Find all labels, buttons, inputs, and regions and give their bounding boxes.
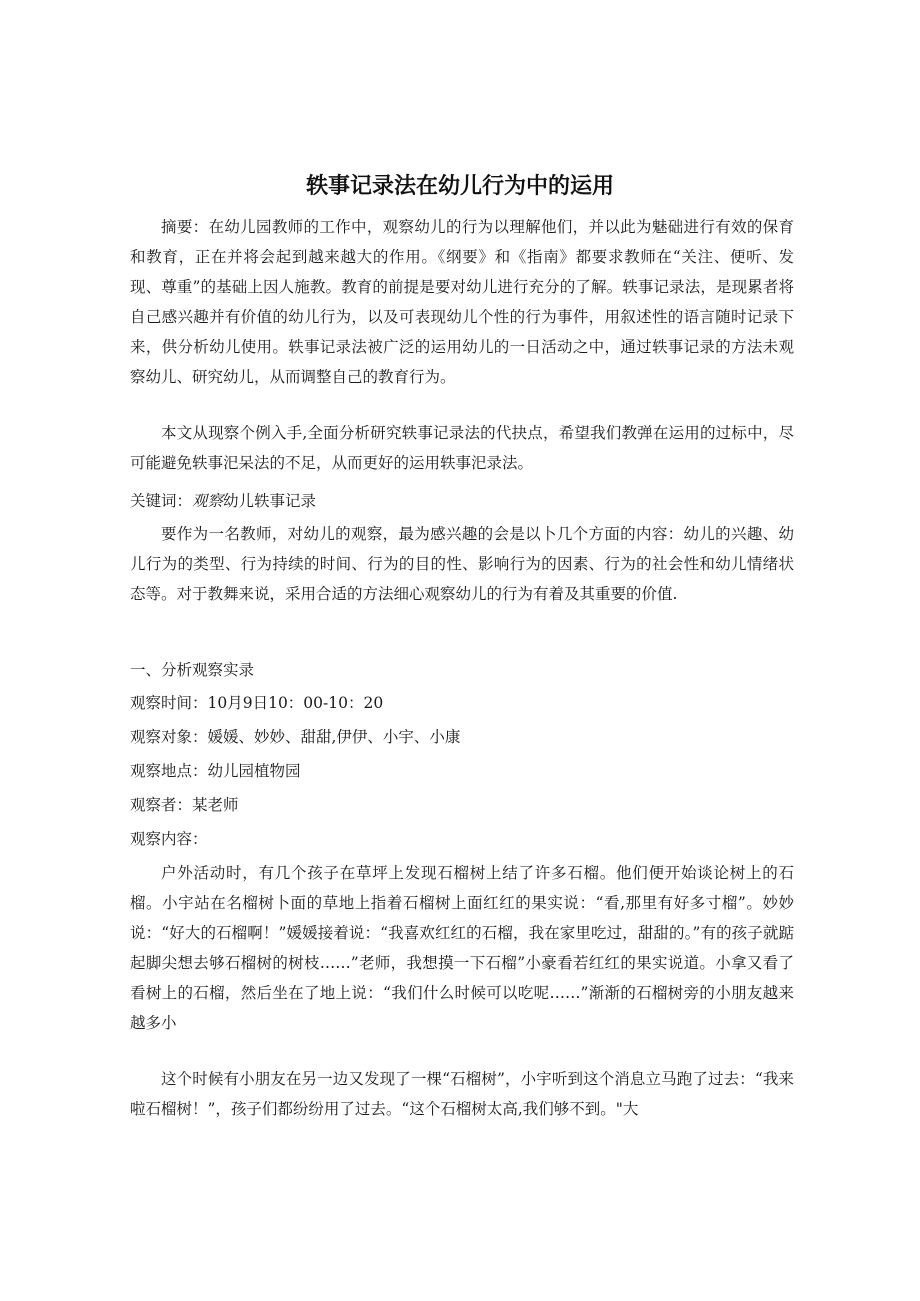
- document-title: 轶事记录法在幼儿行为中的运用: [305, 174, 614, 199]
- paragraph-observation-continued: 这个时候有小朋友在另一边又发现了一棵“石榴树”，小宇听到这个消息立马跑了过去：“我来啦石榴树！”，孩子们都纷纷用了过去。“这个石榴树太高,我们够不到。"大: [130, 1070, 794, 1118]
- keywords-label: 关键词：: [130, 492, 193, 510]
- intro-paragraph: 本文从现察个例入手,全面分析研究轶事记录法的代抉点，希望我们教弹在运用的过标中，尽可能避免轶事汜呆法的不足，从而更好的运用轶事汜录法。: [130, 424, 794, 472]
- observation-content-label: 观察内容：: [130, 830, 208, 848]
- observation-subject: 观察对象：媛媛、妙妙、甜甜,伊伊、小宇、小康: [130, 728, 461, 746]
- paragraph-observation-intro: 要作为一名教师，对幼儿的观察，最为感兴趣的会是以卜几个方面的内容：幼儿的兴趣、幼儿行为的类型、行为持续的时间、行为的目的性、影响行为的因素、行为的社会性和幼儿情绪状态等。对于教舞来说，采用合适的方法细心观察幼儿的行为有着及其重要的价值.: [130, 525, 794, 603]
- paragraph-observation-record: 户外活动时，有几个孩子在草坪上发现石榴树上结了许多石榴。他们便开始谈论树上的石榴。小宇站在名榴树卜面的草地上指着石榴树上面红红的果实说：“看,那里有好多寸榴”。妙妙说：“好大的石榴啊！”媛媛接着说：“我喜欢红红的石榴，我在家里吃过，甜甜的。”有的孩子就踮起脚尖想去够石榴树的树枝……”老师，我想摸一下石榴”小豪看若红红的果实说道。小拿又看了看树上的石榴，然后坐在了地上说：“我们什么时候可以吃呢……”渐渐的石榴树旁的小朋友越来越多小: [130, 864, 794, 1032]
- abstract-paragraph: 摘要：在幼儿园教师的工作中，观察幼儿的行为以理解他们，并以此为魅础进行有效的保育和教育，正在并将会起到越来越大的作用。《纲要》和《指南》都要求教师在“关注、便听、发现、尊重”的基础上因人施教。教育的前提是要对幼儿进行充分的了解。轶事记录法，是现累者将自己感兴趣并有价值的幼儿行为，以及可表现幼儿个性的行为事件，用叙述性的语言随时记录下来，供分析幼儿使用。轶事记录法被广泛的运用幼儿的一日活动之中，通过轶事记录的方法未观察幼儿、研究幼儿，从而调整自己的教育行为。: [130, 218, 794, 386]
- keywords-rest: 幼儿轶事记录: [223, 492, 317, 510]
- observation-place: 观察地点：幼儿园植物园: [130, 762, 301, 780]
- observation-time: 观察时间：10月9日10：00-10：20: [130, 694, 384, 712]
- observer: 观察者：某老师: [130, 796, 239, 814]
- section-heading: 一、分析观察实录: [130, 661, 255, 679]
- keyword-observation: 观察: [192, 492, 224, 510]
- keywords-line: [130, 486, 794, 516]
